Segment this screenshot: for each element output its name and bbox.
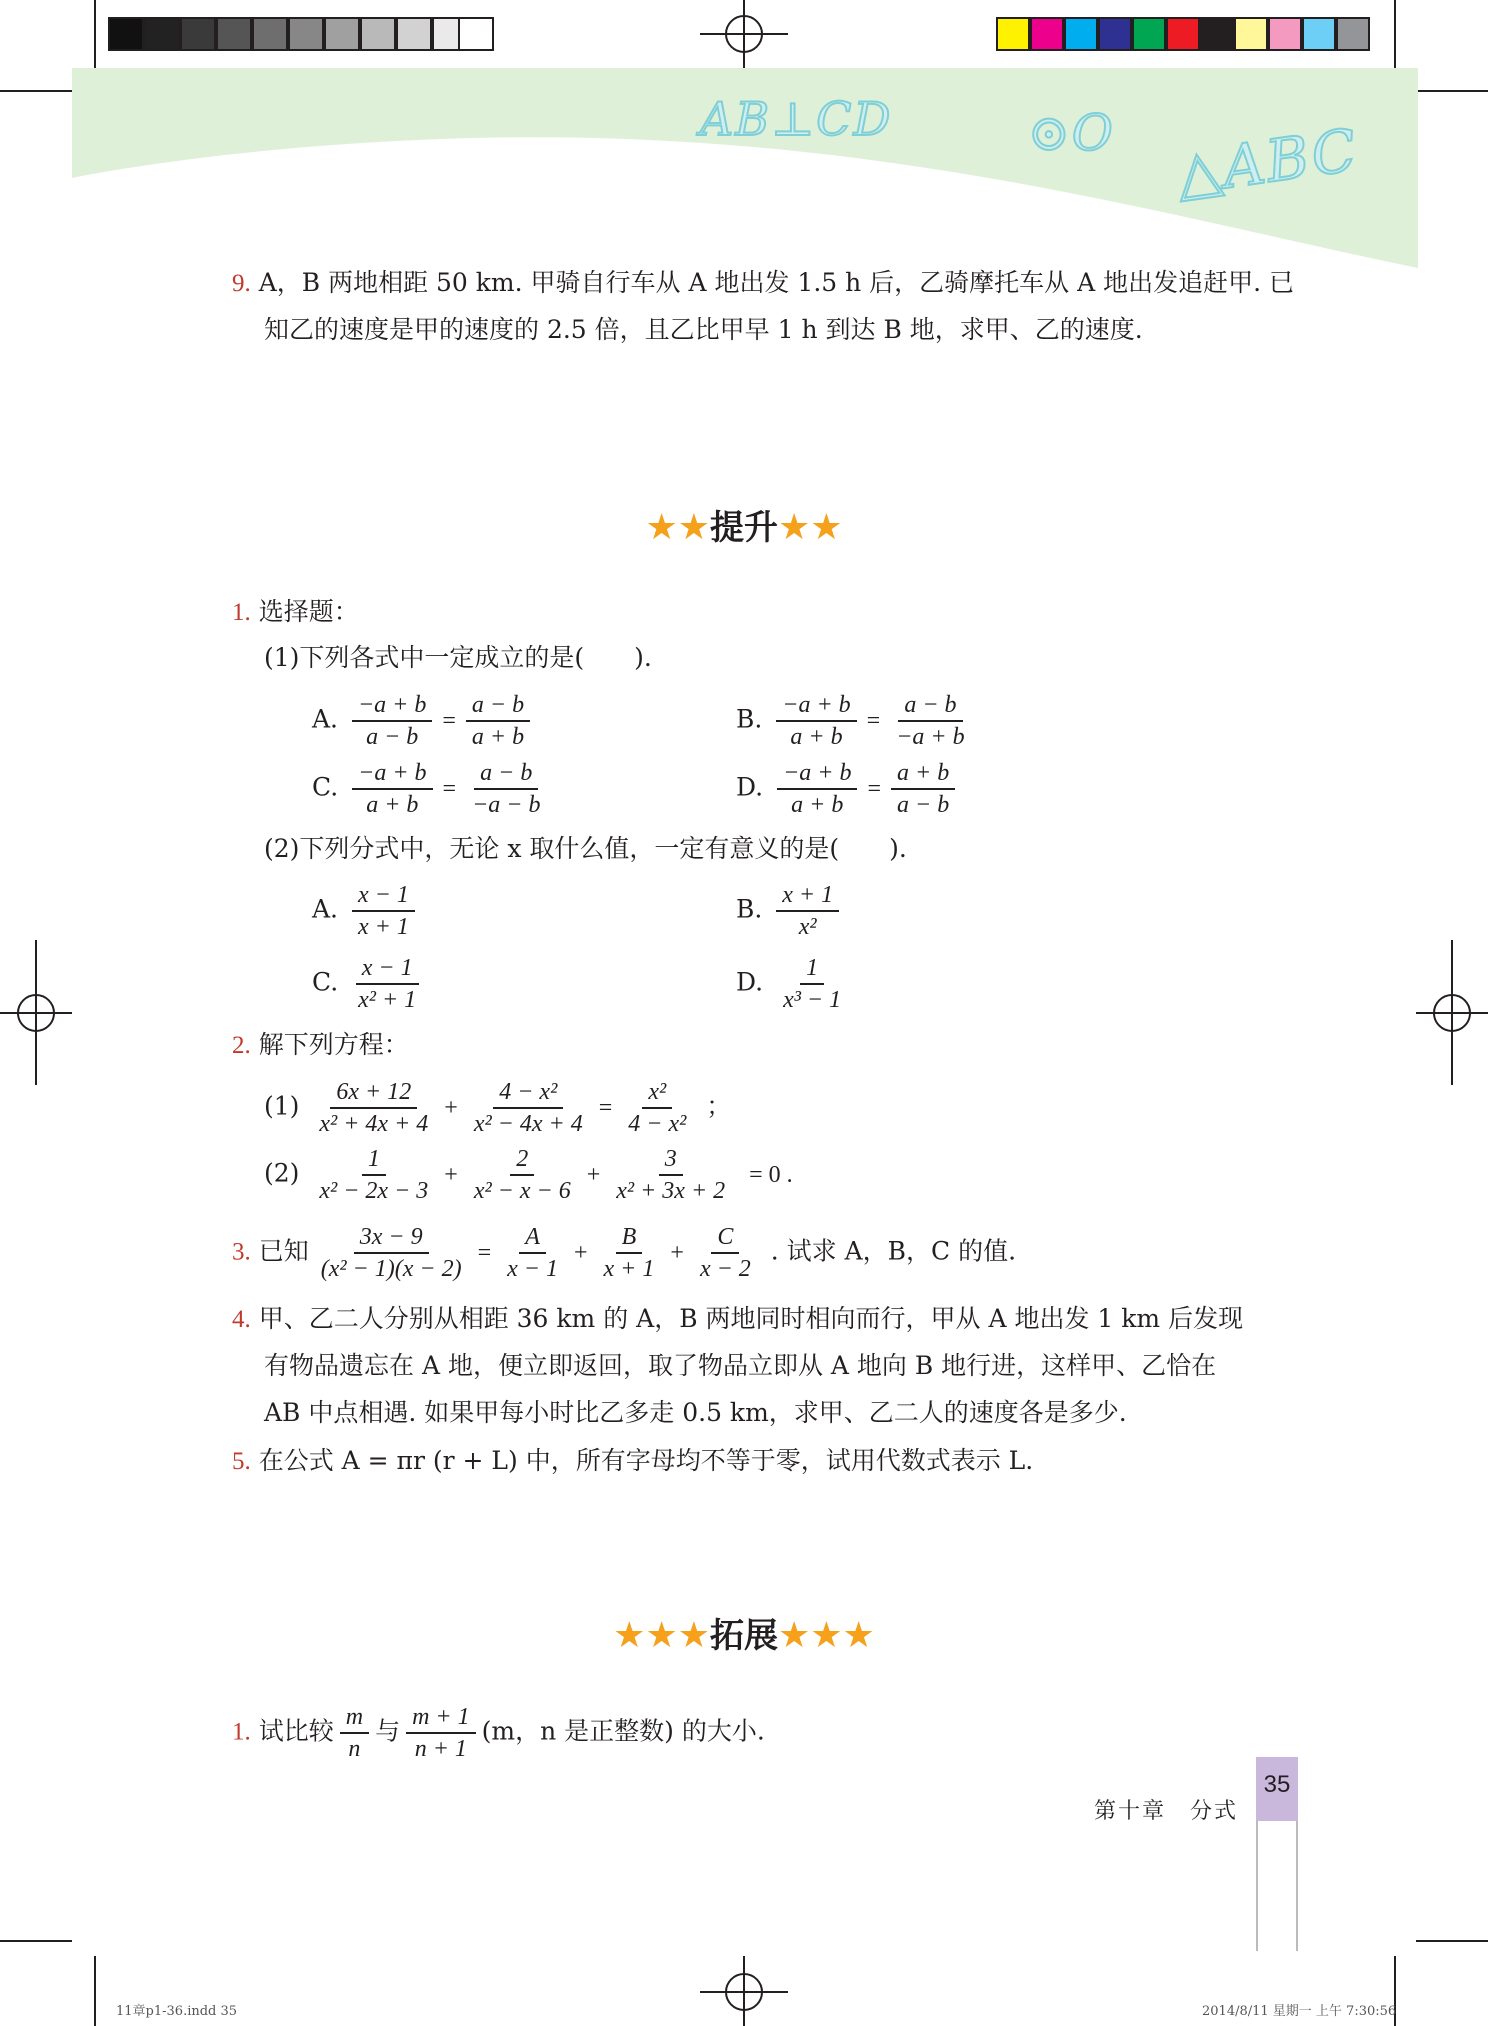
color-swatch	[1268, 17, 1302, 51]
color-swatch	[1098, 17, 1132, 51]
star-icon: ★★	[645, 507, 710, 548]
fraction	[598, 1222, 661, 1284]
option-label: B.	[736, 894, 763, 924]
question-9-line-2: 知乙的速度是甲的速度的 2.5 倍，且乙比甲早 1 h 到达 B 地，求甲、乙的速度.	[264, 315, 1143, 344]
fraction	[468, 1144, 577, 1206]
question-number: 5.	[232, 1448, 251, 1475]
sub-question-1: (1)下列各式中一定成立的是( ).	[264, 643, 652, 672]
fraction	[313, 1144, 434, 1206]
fraction	[501, 1222, 564, 1284]
question-5	[232, 1446, 1033, 1477]
option-a	[312, 690, 536, 752]
denominator: 4 − x²	[628, 1111, 687, 1137]
fraction	[694, 1222, 757, 1284]
page-number-box	[1256, 1757, 1298, 1821]
fraction	[622, 1077, 692, 1139]
denominator: x² + 1	[358, 987, 417, 1013]
option-label: D.	[736, 967, 764, 997]
sub-question-2: (2)下列分式中，无论 x 取什么值，一定有意义的是( ).	[264, 834, 907, 863]
fraction	[352, 880, 415, 942]
option-d	[736, 953, 853, 1015]
denominator: a − b	[897, 792, 950, 818]
equals-sign: =	[442, 776, 457, 802]
equals-sign: =	[867, 776, 881, 802]
denominator: x + 1	[357, 914, 409, 940]
question-2-title	[232, 1030, 409, 1061]
plus-sign: +	[444, 1162, 458, 1188]
fraction	[777, 953, 847, 1015]
gray-swatch	[324, 17, 360, 51]
numerator: −a + b	[352, 690, 432, 722]
fraction	[466, 758, 546, 820]
section-title-improve	[0, 500, 1488, 549]
numerator: 4 − x²	[493, 1077, 563, 1109]
gray-swatch	[360, 17, 396, 51]
denominator: x² + 4x + 4	[319, 1111, 429, 1137]
numerator: m	[340, 1702, 369, 1734]
denominator: a + b	[366, 792, 419, 818]
equation-label: (2)	[264, 1158, 300, 1188]
color-swatch	[1030, 17, 1064, 51]
denominator: x² − 2x − 3	[319, 1178, 429, 1204]
question-text: 解下列方程：	[258, 1030, 409, 1059]
fraction	[610, 1144, 731, 1206]
numerator: A	[519, 1222, 546, 1254]
option-label: D.	[736, 772, 764, 802]
numerator: x²	[642, 1077, 672, 1109]
numerator: 6x + 12	[330, 1077, 417, 1109]
equals-sign: =	[477, 1240, 492, 1266]
numerator: a − b	[898, 690, 962, 722]
header-symbol-triangle: △ABC	[1172, 115, 1363, 209]
gray-swatch	[288, 17, 324, 51]
question-text-suffix: (m，n 是正整数) 的大小.	[481, 1716, 765, 1746]
question-1-title	[232, 597, 359, 628]
denominator: x² − x − 6	[473, 1178, 571, 1204]
option-label: A.	[312, 704, 339, 734]
numerator: a + b	[891, 758, 955, 790]
header-symbol-circle: ⊙O	[1028, 104, 1115, 162]
question-4-line-3: AB 中点相遇. 如果甲每小时比乙多走 0.5 km，求甲、乙二人的速度各是多少.	[264, 1398, 1127, 1427]
color-swatch	[1234, 17, 1268, 51]
gray-swatch	[396, 17, 432, 51]
option-b	[736, 880, 845, 942]
question-number: 3.	[232, 1238, 251, 1266]
option-d	[736, 758, 961, 820]
section-title-extend	[0, 1608, 1488, 1657]
denominator: x − 2	[699, 1256, 751, 1282]
fraction	[776, 880, 839, 942]
numerator: m + 1	[406, 1702, 476, 1734]
numerator: 3	[659, 1144, 683, 1176]
equals-sign: =	[442, 708, 456, 734]
denominator: n + 1	[414, 1736, 467, 1762]
gray-swatch	[108, 17, 144, 51]
header-symbol-perpendicular: AB⊥CD	[700, 92, 893, 146]
numerator: −a + b	[776, 690, 856, 722]
gray-swatch	[216, 17, 252, 51]
gray-swatch	[252, 17, 288, 51]
section-title-text: 提升	[710, 508, 778, 548]
question-text-prefix: 已知	[258, 1236, 309, 1266]
star-icon: ★★	[778, 507, 843, 548]
extension-question-1	[232, 1702, 765, 1764]
question-number: 4.	[232, 1306, 251, 1333]
gray-swatch	[180, 17, 216, 51]
question-number: 1.	[232, 599, 251, 626]
numerator: 2	[510, 1144, 534, 1176]
denominator: −a − b	[472, 792, 541, 818]
fraction	[406, 1702, 476, 1764]
gray-swatch	[144, 17, 180, 51]
numerator: C	[711, 1222, 739, 1254]
question-9-line-1	[232, 268, 1294, 299]
equation-end: = 0 .	[749, 1162, 793, 1188]
fraction	[776, 690, 856, 752]
numerator: 1	[362, 1144, 386, 1176]
page-number: 35	[1263, 1771, 1291, 1798]
fraction	[777, 758, 857, 820]
color-swatch	[1166, 17, 1200, 51]
equation-1	[264, 1077, 731, 1139]
numerator: B	[616, 1222, 643, 1254]
fraction	[890, 690, 970, 752]
question-text: A，B 两地相距 50 km. 甲骑自行车从 A 地出发 1.5 h 后，乙骑摩托车从 A 地出发追赶甲. 已	[258, 268, 1295, 297]
question-text: 甲、乙二人分别从相距 36 km 的 A，B 两地同时相向而行，甲从 A 地出发 1 km 后发现	[258, 1304, 1244, 1333]
numerator: 1	[800, 953, 824, 985]
fraction	[891, 758, 955, 820]
denominator: x²	[798, 914, 817, 940]
numerator: 3x − 9	[354, 1222, 429, 1254]
equation-end: ；	[706, 1091, 732, 1121]
star-icon: ★★★	[778, 1615, 875, 1656]
gray-swatch	[458, 17, 494, 51]
denominator: a − b	[366, 724, 419, 750]
file-info: 11章p1-36.indd 35	[116, 2004, 238, 2019]
numerator: a − b	[466, 690, 530, 722]
equals-sign: =	[866, 708, 881, 734]
numerator: x + 1	[776, 880, 839, 912]
question-number: 1.	[232, 1718, 251, 1746]
question-4-line-2: 有物品遗忘在 A 地，便立即返回，取了物品立即从 A 地向 B 地行进，这样甲、乙恰在	[264, 1351, 1217, 1380]
fraction	[313, 1077, 434, 1139]
denominator: x² − 4x + 4	[473, 1111, 583, 1137]
color-swatch	[1064, 17, 1098, 51]
option-c	[312, 758, 552, 820]
color-swatch	[1200, 17, 1234, 51]
denominator: (x² − 1)(x − 2)	[320, 1256, 462, 1282]
fraction	[352, 758, 432, 820]
question-text: 选择题：	[258, 597, 359, 626]
option-b	[736, 690, 977, 752]
equation-2	[264, 1144, 797, 1206]
denominator: −a + b	[896, 724, 965, 750]
plus-sign: +	[586, 1162, 601, 1188]
numerator: x − 1	[356, 953, 419, 985]
section-title-text: 拓展	[710, 1616, 778, 1656]
denominator: a + b	[471, 724, 525, 750]
denominator: x − 1	[507, 1256, 558, 1282]
print-date: 2014/8/11 星期一 上午 7:30:56	[1202, 2004, 1397, 2019]
equation-label: (1)	[264, 1091, 300, 1121]
question-text-suffix: . 试求 A，B，C 的值.	[770, 1236, 1017, 1266]
denominator: a + b	[790, 724, 843, 750]
chapter-label: 第十章 分式	[1094, 1799, 1239, 1824]
star-icon: ★★★	[613, 1615, 710, 1656]
page-number-column	[1256, 1821, 1298, 1951]
fraction	[468, 1077, 589, 1139]
option-a	[312, 880, 421, 942]
question-text-mid: 与	[375, 1716, 401, 1746]
question-number: 9.	[232, 270, 251, 297]
denominator: a + b	[791, 792, 844, 818]
denominator: n	[348, 1736, 361, 1762]
equals-sign: =	[598, 1095, 613, 1121]
denominator: x³ − 1	[783, 987, 842, 1013]
fraction	[315, 1222, 468, 1284]
question-number: 2.	[232, 1032, 251, 1059]
fraction	[352, 690, 432, 752]
question-3	[232, 1222, 1016, 1284]
color-swatch	[1302, 17, 1336, 51]
denominator: x + 1	[603, 1256, 655, 1282]
option-label: C.	[312, 967, 339, 997]
fraction	[466, 690, 530, 752]
plus-sign: +	[573, 1240, 588, 1266]
numerator: a − b	[474, 758, 538, 790]
question-text: 在公式 A = πr (r + L) 中，所有字母均不等于零，试用代数式表示 L.	[258, 1446, 1034, 1475]
question-4-line-1	[232, 1304, 1243, 1335]
option-label: A.	[312, 894, 339, 924]
option-label: C.	[312, 772, 339, 802]
fraction	[352, 953, 422, 1015]
plus-sign: +	[444, 1095, 458, 1121]
color-swatch	[1132, 17, 1166, 51]
denominator: x² + 3x + 2	[616, 1178, 726, 1204]
color-swatch	[1336, 17, 1370, 51]
numerator: −a + b	[777, 758, 857, 790]
option-label: B.	[736, 704, 763, 734]
option-c	[312, 953, 428, 1015]
fraction	[340, 1702, 369, 1764]
question-text-prefix: 试比较	[258, 1716, 334, 1746]
plus-sign: +	[670, 1240, 684, 1266]
numerator: x − 1	[352, 880, 415, 912]
numerator: −a + b	[352, 758, 432, 790]
color-swatch	[996, 17, 1030, 51]
